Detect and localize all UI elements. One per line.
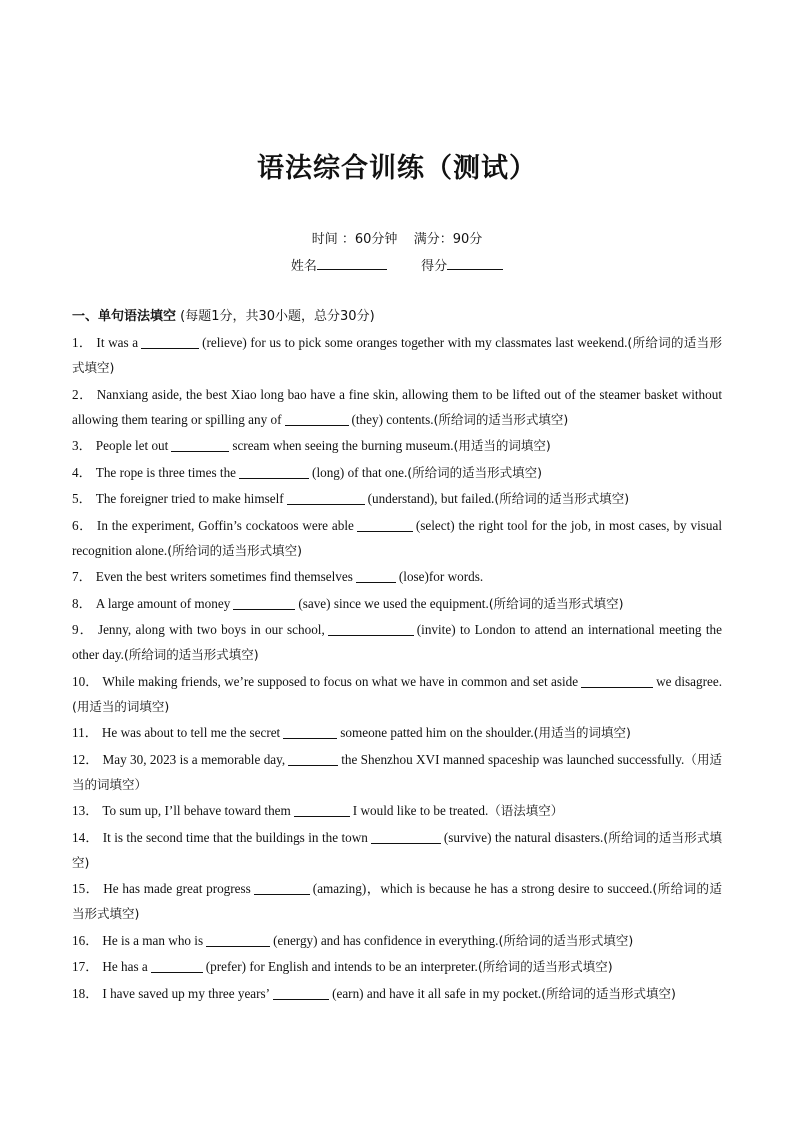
answer-blank[interactable] <box>151 959 203 973</box>
question-number: 9． <box>72 622 94 637</box>
question-item <box>72 460 722 485</box>
question-instruction: (所给词的适当形式填空) <box>488 595 624 611</box>
answer-blank[interactable] <box>283 725 337 739</box>
question-text: In the experiment, Goffin’s cockatoos were able <box>96 517 354 533</box>
question-text: (amazing)，which is because he has a strong desire to succeed. <box>312 881 653 896</box>
question-instruction: (用适当的词填空) <box>453 438 551 453</box>
question-text: (lose)for words. <box>398 569 484 584</box>
answer-blank[interactable] <box>254 881 310 895</box>
question-text: (long) of that one. <box>312 464 408 480</box>
question-number: 4． <box>72 464 92 480</box>
name-field[interactable] <box>317 257 387 270</box>
question-item <box>72 591 722 616</box>
question-number: 12． <box>72 751 99 767</box>
section-title: 一、单句语法填空 <box>72 309 177 324</box>
student-info-line <box>0 255 794 274</box>
question-text: While making friends, we’re supposed to focus on what we have in common and set aside <box>102 673 579 689</box>
question-number: 6． <box>72 517 93 533</box>
question-text: He was about to tell me the secret <box>101 725 281 740</box>
question-text: (energy) and has confidence in everything. <box>273 932 499 948</box>
question-text: we disagree. <box>656 673 723 689</box>
answer-blank[interactable] <box>141 335 199 349</box>
question-instruction: (所给词的适当形式填空) <box>72 881 722 921</box>
question-number: 13． <box>72 803 99 818</box>
question-number: 17． <box>72 959 99 974</box>
score-label: 得分 <box>421 259 448 274</box>
question-text: It was a <box>96 335 139 350</box>
question-text: The rope is three times the <box>95 464 237 480</box>
question-item <box>72 669 722 719</box>
question-item <box>72 747 722 797</box>
question-number: 11． <box>72 725 98 740</box>
question-text: (understand), but failed. <box>367 491 495 506</box>
question-item <box>72 513 722 563</box>
page-title: 语法综合训练（测试） <box>257 153 537 184</box>
answer-blank[interactable] <box>239 465 309 479</box>
question-item <box>72 798 722 823</box>
question-instruction: (所给词的适当形式填空) <box>433 411 569 427</box>
question-text: Jenny, along with two boys in our school, <box>97 622 325 637</box>
question-instruction: (用适当的词填空) <box>72 698 170 714</box>
question-item <box>72 954 722 979</box>
question-text: the Shenzhou XVI manned spaceship was launched successfully. <box>341 751 685 767</box>
question-list <box>72 330 722 1007</box>
question-instruction: (所给词的适当形式填空) <box>494 491 630 506</box>
section-heading <box>72 305 375 324</box>
question-instruction: (所给词的适当形式填空) <box>167 542 302 558</box>
question-number: 14． <box>72 829 99 845</box>
answer-blank[interactable] <box>581 674 653 688</box>
question-instruction: (所给词的适当形式填空) <box>72 335 722 375</box>
answer-blank[interactable] <box>371 830 441 844</box>
question-item <box>72 433 722 458</box>
question-text: (survive) the natural disasters. <box>443 829 604 845</box>
question-text: He has a <box>102 959 148 974</box>
question-item <box>72 382 722 432</box>
question-instruction: (所给词的适当形式填空) <box>477 959 613 974</box>
answer-blank[interactable] <box>356 569 396 583</box>
question-item <box>72 928 722 953</box>
question-number: 2． <box>72 386 93 402</box>
question-instruction: (所给词的适当形式填空) <box>498 932 634 948</box>
question-instruction: (所给词的适当形式填空) <box>541 985 676 1001</box>
question-text: Even the best writers sometimes find themselves <box>95 569 353 584</box>
question-text: someone patted him on the shoulder. <box>340 725 534 740</box>
question-instruction: （用适当的词填空） <box>72 751 723 792</box>
answer-blank[interactable] <box>287 491 365 505</box>
question-text: (they) contents. <box>351 411 434 427</box>
question-item <box>72 617 722 667</box>
question-instruction: （语法填空） <box>488 803 564 818</box>
question-item <box>72 720 722 745</box>
question-text: I have saved up my three years’ <box>102 985 271 1001</box>
question-text: The foreigner tried to make himself <box>95 491 284 506</box>
question-text: scream when seeing the burning museum. <box>232 438 454 453</box>
question-number: 8． <box>72 595 92 611</box>
question-text: (select) the right tool for the job, in most cases, by visual recognition alone. <box>72 517 723 558</box>
question-number: 10． <box>72 673 99 689</box>
question-number: 16． <box>72 932 99 948</box>
question-text: A large amount of money <box>95 595 231 611</box>
question-text: (invite) to London to attend an international meeting the other day. <box>72 622 723 662</box>
answer-blank[interactable] <box>294 803 350 817</box>
question-text: Nanxiang aside, the best Xiao long bao have a fine skin, allowing them to be lifted out of the steamer basket without allowing them tearing or spilling any of <box>72 386 722 427</box>
question-number: 7． <box>72 569 92 584</box>
question-instruction: (所给词的适当形式填空) <box>72 829 723 870</box>
question-text: I would like to be treated. <box>352 803 489 818</box>
question-text: (earn) and have it all safe in my pocket. <box>332 985 542 1001</box>
question-text: People let out <box>95 438 169 453</box>
question-text: (relieve) for us to pick some oranges together with my classmates last weekend. <box>202 335 628 350</box>
full-score-label: 满分：90分 <box>413 232 483 247</box>
score-field[interactable] <box>447 257 503 270</box>
question-text: To sum up, I’ll behave toward them <box>102 803 291 818</box>
time-label: 时间 ：60分钟 <box>311 232 398 247</box>
question-instruction: (用适当的词填空) <box>533 725 631 740</box>
answer-blank[interactable] <box>328 622 414 636</box>
question-instruction: (所给词的适当形式填空) <box>407 464 543 480</box>
question-text: (save) since we used the equipment. <box>298 595 489 611</box>
question-number: 1． <box>72 335 93 350</box>
question-instruction: (所给词的适当形式填空) <box>123 647 259 662</box>
question-item <box>72 825 722 875</box>
question-number: 18． <box>72 985 99 1001</box>
question-item <box>72 486 722 511</box>
question-number: 5． <box>72 491 92 506</box>
exam-info-line <box>0 228 794 247</box>
answer-blank[interactable] <box>288 752 338 766</box>
answer-blank[interactable] <box>171 438 229 452</box>
question-text: (prefer) for English and intends to be an interpreter. <box>205 959 478 974</box>
answer-blank[interactable] <box>233 596 295 610</box>
question-text: He has made great progress <box>103 881 251 896</box>
name-label: 姓名 <box>290 259 317 274</box>
answer-blank[interactable] <box>285 412 349 426</box>
question-item <box>72 876 722 926</box>
question-item <box>72 981 722 1006</box>
question-number: 3． <box>72 438 92 453</box>
answer-blank[interactable] <box>273 986 329 1000</box>
question-text: He is a man who is <box>102 932 204 948</box>
question-item <box>72 330 722 380</box>
answer-blank[interactable] <box>206 933 270 947</box>
question-text: It is the second time that the buildings in the town <box>102 829 368 845</box>
question-text: May 30, 2023 is a memorable day, <box>102 751 286 767</box>
question-item <box>72 564 722 589</box>
answer-blank[interactable] <box>357 518 413 532</box>
section-note: (每题1分，共30小题，总分30分) <box>180 309 375 324</box>
question-number: 15． <box>72 881 100 896</box>
